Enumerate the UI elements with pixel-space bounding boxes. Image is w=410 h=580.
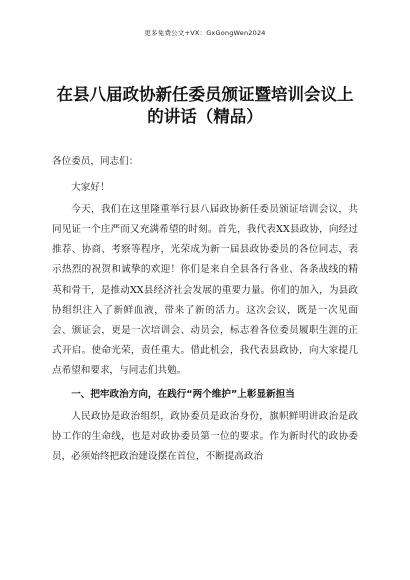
section-1-paragraph: 人民政协是政治组织，政协委员是政治身份，旗帜鲜明讲政治是政协工作的生命线，也是对政协委员第一位的要求。作为新时代的政协委员，必须始终把政治建设摆在首位，不断提高政治	[52, 411, 358, 463]
document-body	[52, 152, 358, 467]
salutation: 各位委员，同志们：	[52, 156, 139, 167]
opening-paragraph: 今天，我们在这里隆重举行县八届政协新任委员颁证培训会议，共同见证一个庄严而又充满希望的时刻。首先，我代表XX县政协，向经过推荐、协商、考察等程序，光荣成为新一届县政协委员的各位同志，表示热烈的祝贺和诚挚的欢迎！你们是来自全县各行各业、各条战线的精英和骨干，是推动XX县经济社会发展的重要力量。你们的加入，为县政协组织注入了新鲜血液，带来了新的活力。这次会议，既是一次见面会、颁证会，更是一次培训会、动员会，标志着各位委员履职生涯的正式开启。使命光荣，责任重大。借此机会，我代表县政协，向大家提几点希望和要求，与同志们共勉。	[52, 204, 358, 376]
header-promo-note: 更多免费公文+VX：GxGongWen2024	[144, 29, 266, 37]
greeting: 大家好！	[71, 182, 110, 194]
document-title: 在县八届政协新任委员颁证暨培训会议上的讲话（精品）	[56, 85, 354, 126]
section-heading-1: 一、把牢政治方向，在践行“两个维护”上彰显新担当	[71, 389, 295, 401]
